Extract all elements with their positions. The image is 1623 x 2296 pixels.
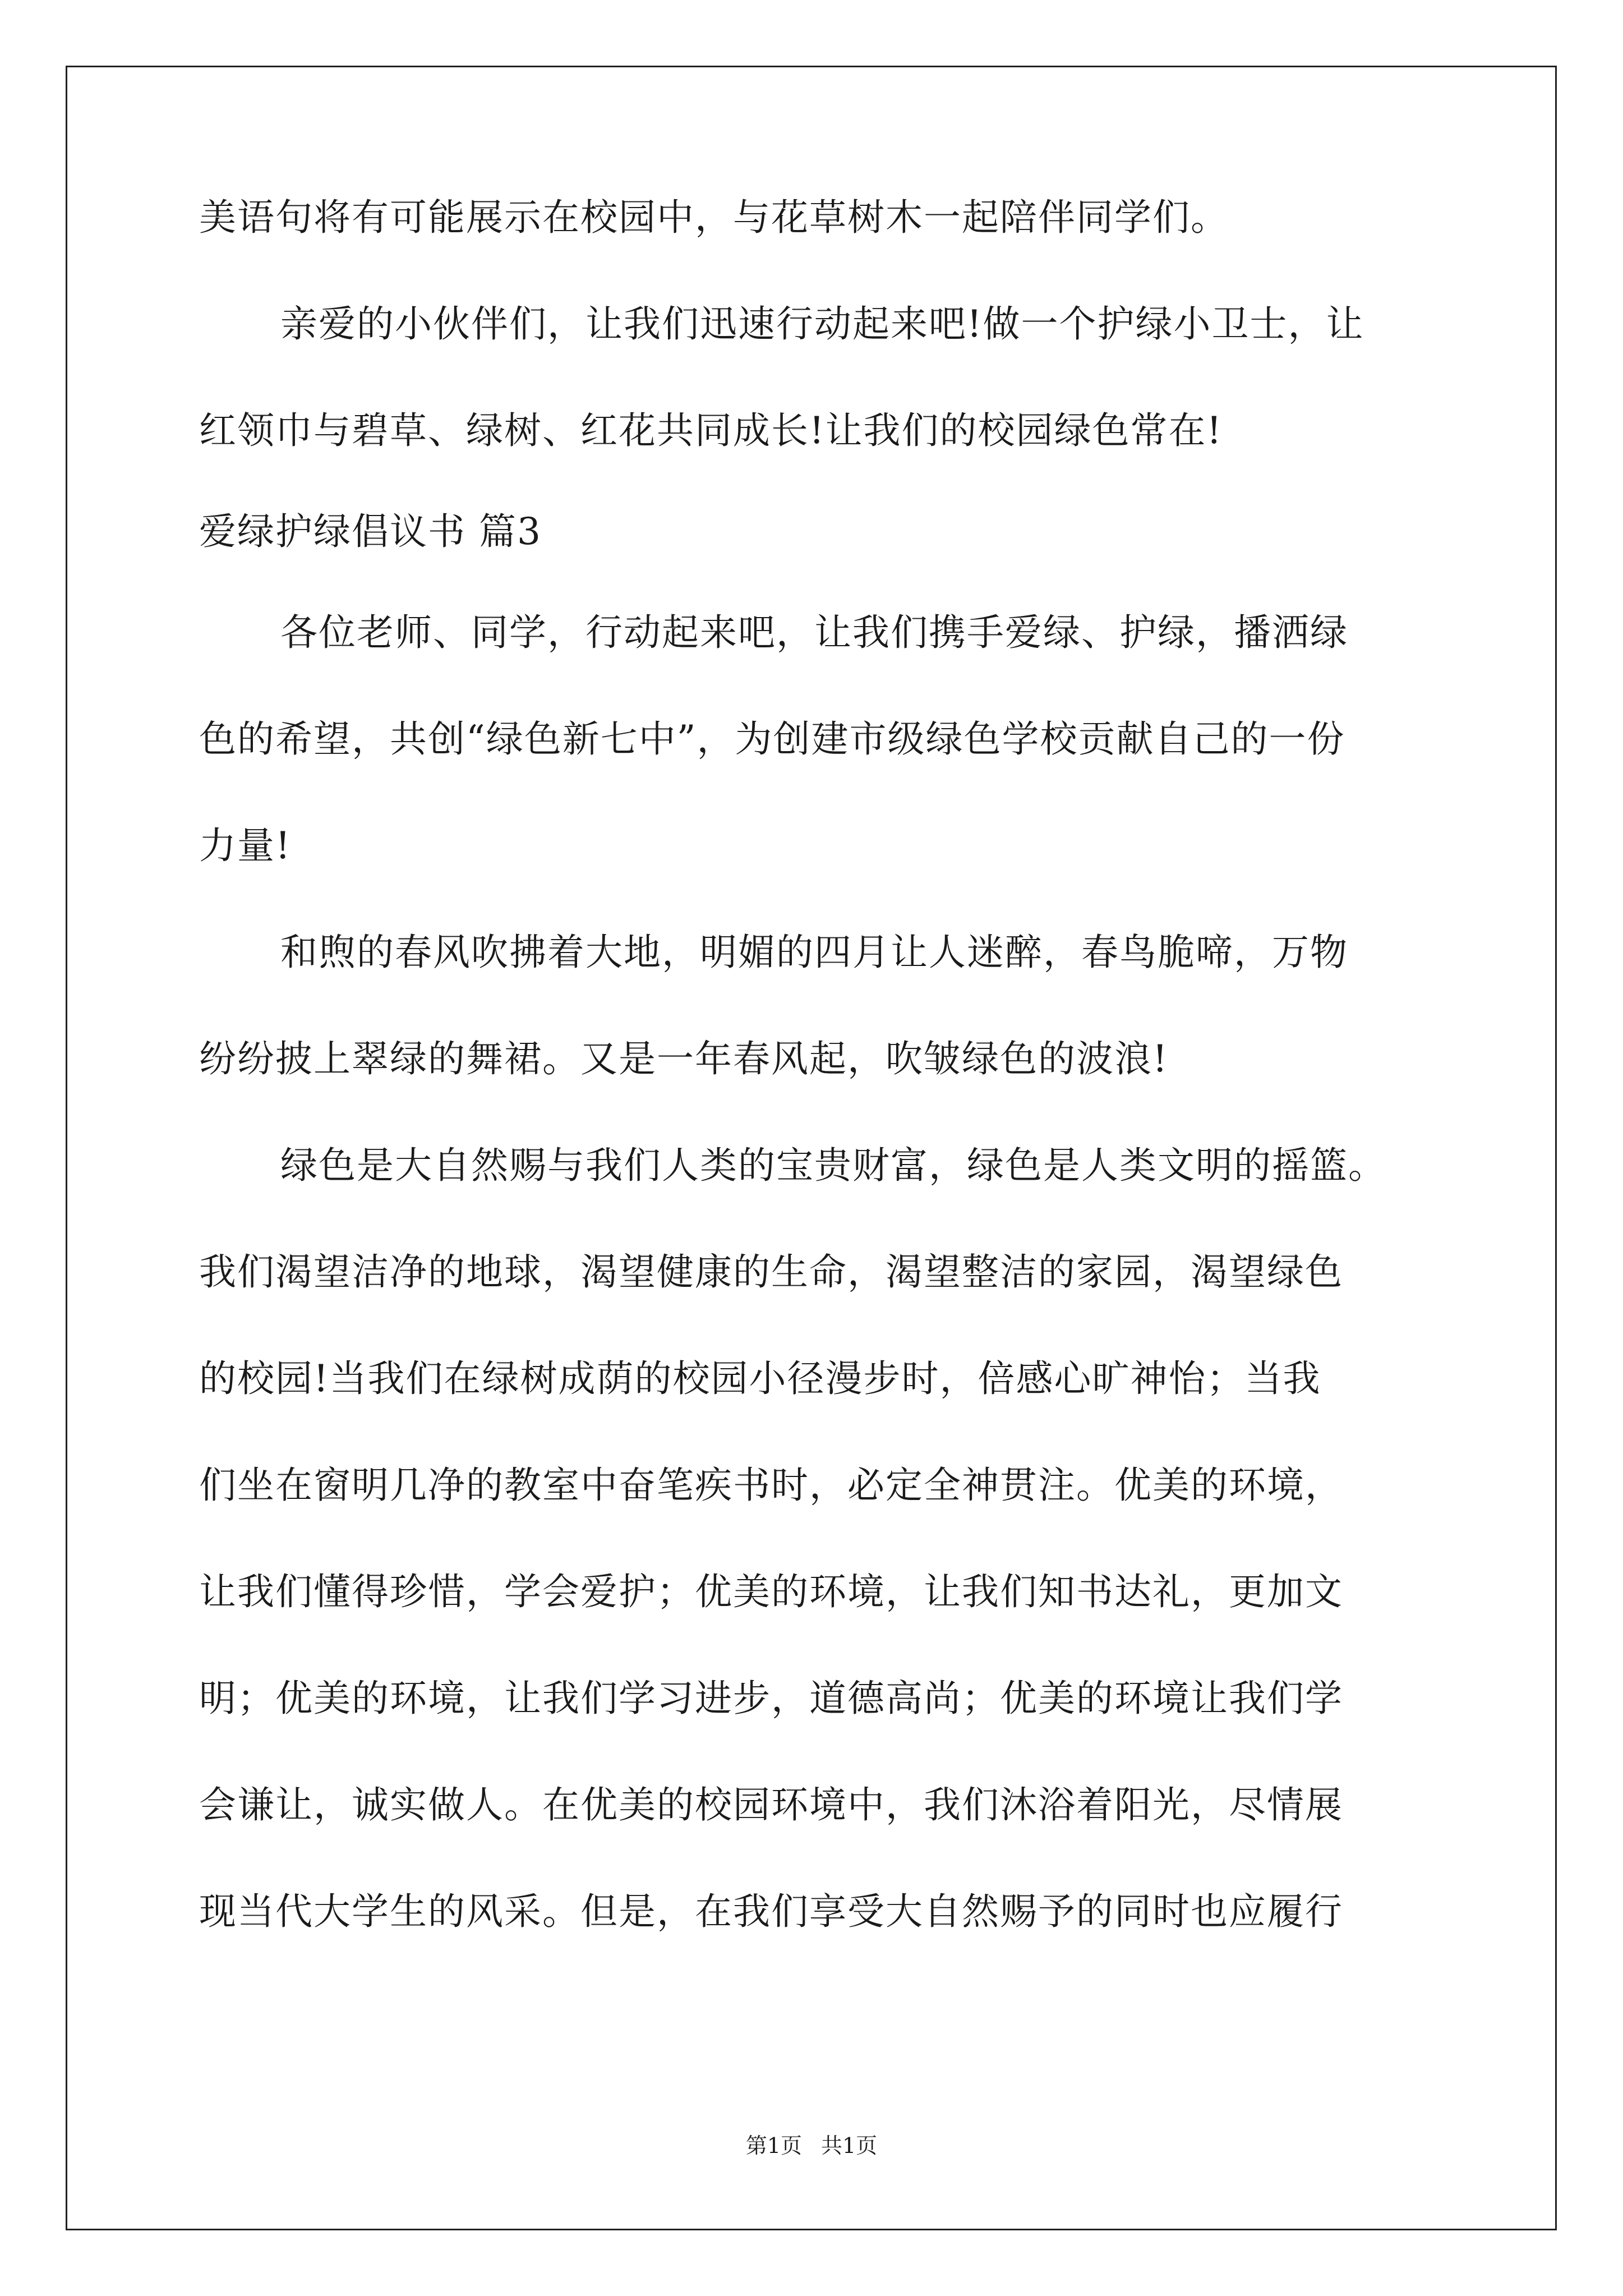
text-line: 红领巾与碧草、绿树、红花共同成长!让我们的校园绿色常在! <box>199 409 1223 452</box>
text-line: 会谦让，诚实做人。在优美的校园环境中，我们沐浴着阳光，尽情展 <box>199 1783 1343 1826</box>
text-line: 美语句将有可能展示在校园中，与花草树木一起陪伴同学们。 <box>199 196 1229 239</box>
text-line: 绿色是大自然赐与我们人类的宝贵财富，绿色是人类文明的摇篮。 <box>280 1144 1386 1187</box>
text-line: 纷纷披上翠绿的舞裙。又是一年春风起，吹皱绿色的波浪! <box>199 1037 1169 1080</box>
text-line: 和煦的春风吹拂着大地，明媚的四月让人迷醉，春鸟脆啼，万物 <box>280 931 1348 974</box>
section-heading: 爱绿护绿倡议书 篇3 <box>199 510 542 553</box>
text-line: 我们渴望洁净的地球，渴望健康的生命，渴望整洁的家园，渴望绿色 <box>199 1250 1343 1294</box>
text-line: 现当代大学生的风采。但是，在我们享受大自然赐予的同时也应履行 <box>199 1890 1343 1933</box>
text-line: 让我们懂得珍惜，学会爱护；优美的环境，让我们知书达礼，更加文 <box>199 1570 1343 1613</box>
page-number: 第1页 <box>745 2133 802 2158</box>
page-footer <box>0 2132 1623 2160</box>
text-line: 色的希望，共创“绿色新七中”，为创建市级绿色学校贡献自己的一份 <box>199 717 1345 761</box>
text-line: 力量! <box>199 824 292 867</box>
page-total: 共1页 <box>821 2133 878 2158</box>
text-line: 亲爱的小伙伴们，让我们迅速行动起来吧!做一个护绿小卫士，让 <box>280 302 1364 346</box>
text-line: 的校园!当我们在绿树成荫的校园小径漫步时，倍感心旷神怡；当我 <box>199 1357 1321 1400</box>
text-line: 们坐在窗明几净的教室中奋笔疾书时，必定全神贯注。优美的环境， <box>199 1464 1343 1507</box>
text-line: 各位老师、同学，行动起来吧，让我们携手爱绿、护绿，播洒绿 <box>280 611 1348 654</box>
text-line: 明；优美的环境，让我们学习进步，道德高尚；优美的环境让我们学 <box>199 1677 1343 1720</box>
